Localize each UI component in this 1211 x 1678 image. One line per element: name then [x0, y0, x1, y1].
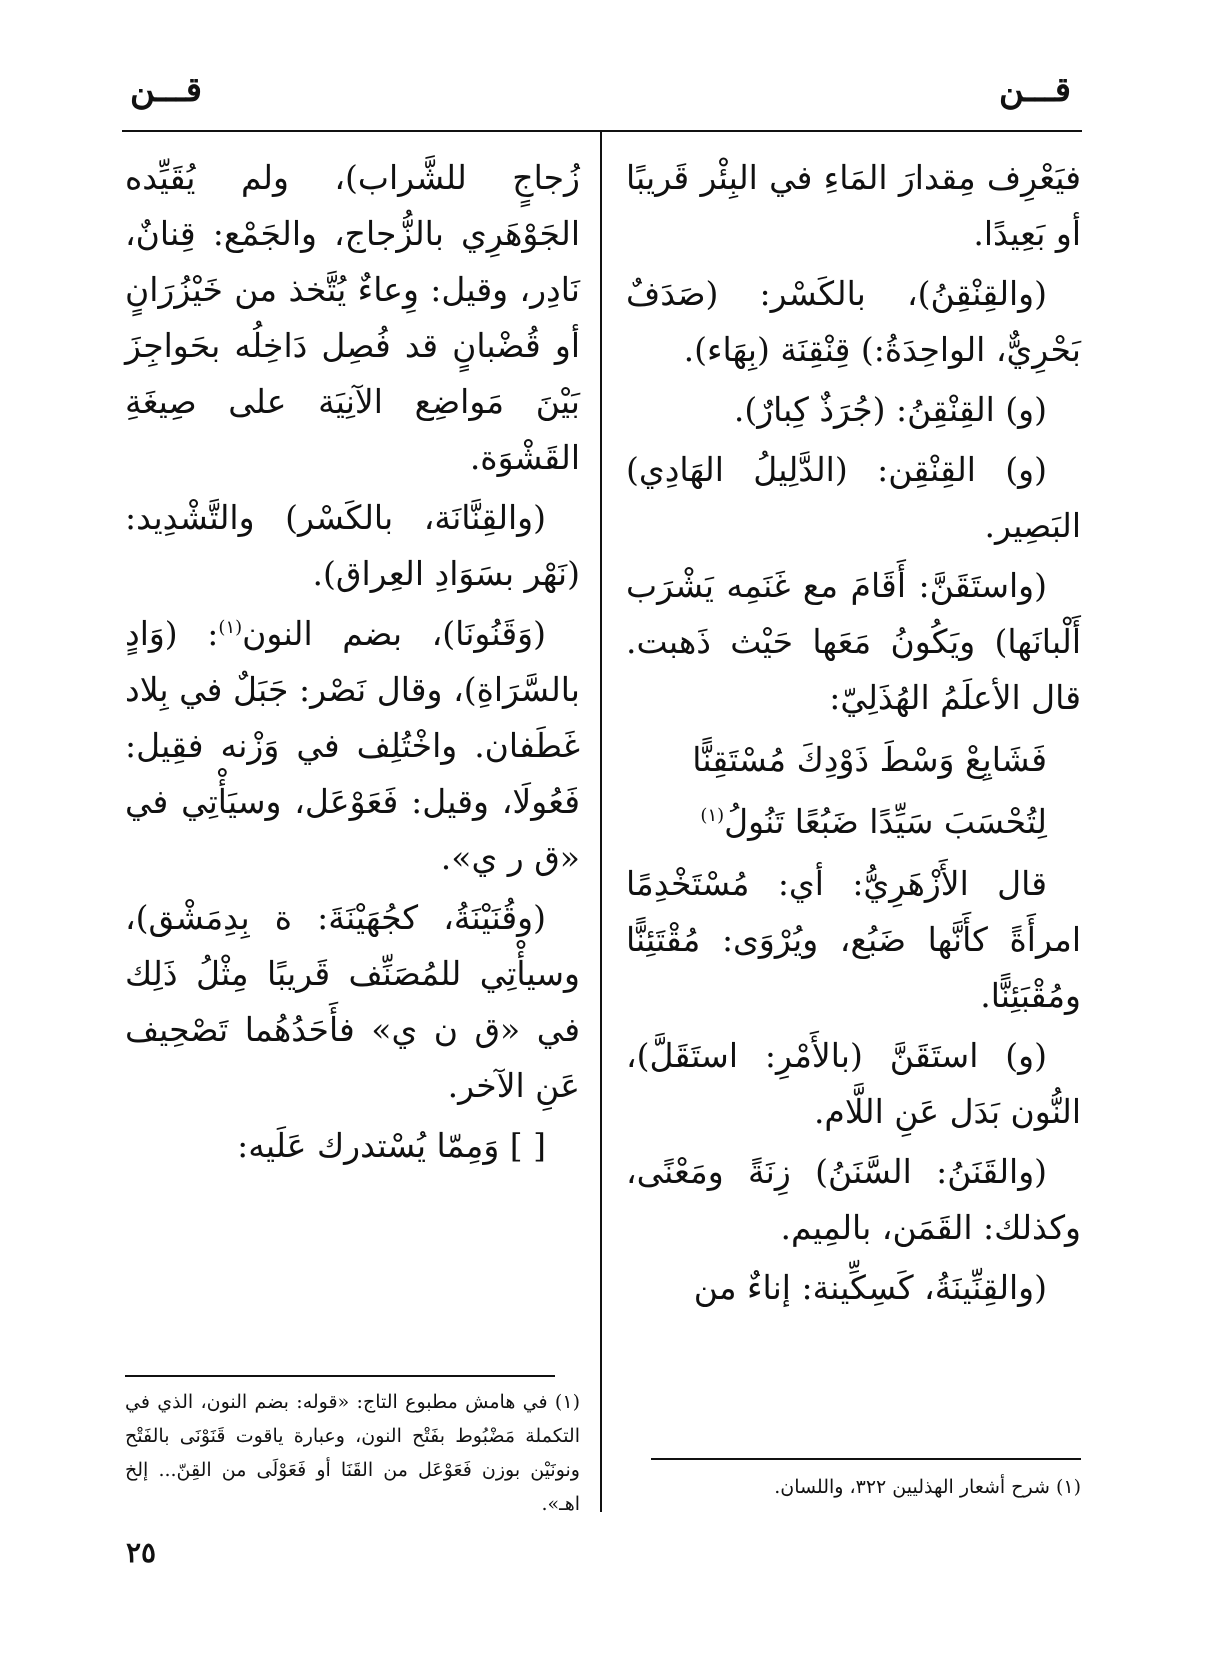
paragraph: (والقِنِّينَةُ، كَسِكِّينة: إناءٌ من — [693, 1268, 1047, 1307]
paragraph: فيَعْرِف مِقدارَ المَاءِ في البِئْر قَريبًا أو بَعِيدًا. — [626, 158, 1081, 253]
left-column — [125, 150, 580, 1178]
paragraph: (والقِنَّانَة، بالكَسْر) والتَّشْدِيد: (نَهْر بسَوَادِ العِراق). — [125, 498, 580, 593]
right-column — [626, 150, 1081, 1320]
paragraph — [125, 606, 580, 886]
poem-verse-second — [626, 794, 1081, 850]
paragraph: زُجاجٍ للشَّراب)، ولم يُقَيِّده الجَوْهَرِي بالزُّجاج، والجَمْع: قِنانٌ، نَادِر، وقيل: وِعاءٌ يُتَّخذ من خَيْزُرَانٍ أو قُضْبانٍ قد فُصِل دَاخِلُه بحَواجِزَ بَيْنَ مَواضِع الآنِيَة على صِيغَةِ القَشْوَة. — [125, 158, 580, 477]
footnote-rule-right — [651, 1458, 1081, 1460]
paragraph: [ ] وَمِمّا يُسْتدرك عَلَيه: — [237, 1126, 546, 1165]
footnote-left: (١) في هامش مطبوع التاج: «قوله: بضم النون، الذي في التكملة مَضْبُوط بفَتْح النون، وعبارة ياقوت قَنَوْنَى بالفَتْح ونونَيْن بوزن فَعَوْعَل من القَنَا أو فَعَوْلَى من القِنّ... إلخ اهـ». — [125, 1391, 580, 1515]
verse-text: لِتُحْسَبَ سَيِّدًا ضَبُعًا تَنُولُ — [724, 802, 1047, 841]
running-header-right: قـــن — [998, 70, 1071, 110]
running-header-left: قـــن — [130, 70, 203, 110]
paragraph: (و) استَقَنَّ (بالأَمْرِ: استَقَلَّ)، النُّون بَدَل عَنِ اللَّام. — [626, 1036, 1081, 1131]
paragraph: (والقَنَنُ: السَّنَنُ) زِنَةً ومَعْنًى، وكذلك: القَمَن، بالمِيم. — [626, 1152, 1081, 1247]
paragraph: (وقُنَيْنَةُ، كجُهَيْنَةَ: ة بِدِمَشْق)، وسيأْتِي للمُصَنِّف قَريبًا مِثْلُ ذَلِك في «ق ن ي» فأَحَدُهُما تَصْحِيف عَنِ الآخر. — [125, 898, 580, 1105]
paragraph: (والقِنْقِنُ)، بالكَسْر: (صَدَفٌ بَحْرِيٌّ، الواحِدَةُ:) قِنْقِنَة (بِهَاء). — [626, 274, 1081, 369]
paragraph-text: : (وَادٍ بالسَّرَاةِ)، وقال نَصْر: جَبَلٌ في بِلاد غَطَفان. واخْتُلِف في وَزْنه فقِيل: فَعُولَا، وقيل: فَعَوْعَل، وسيَأْتِي في «ق ر ي». — [125, 614, 580, 877]
page-number: ٢٥ — [126, 1536, 157, 1569]
paragraph: (واستَقَنَّ: أَقَامَ مع غَنَمِه يَشْرَب أَلْبانَها) ويَكُونُ مَعَها حَيْث ذَهبت. قال الأعلَمُ الهُذَلِيّ: — [626, 566, 1081, 717]
footnote-rule-left — [125, 1375, 555, 1377]
paragraph: قال الأَزْهَرِيُّ: أي: مُسْتَخْدِمًا امرأَةً كأَنَّها ضَبُع، ويُرْوَى: مُقْتَئِنًّا ومُقْبَئِنًّا. — [626, 864, 1081, 1015]
paragraph-text: (وَقَنُونَا)، بضم النون — [242, 614, 546, 653]
paragraph: (و) القِنْقِنُ: (جُرَذٌ كِبارٌ). — [733, 390, 1047, 429]
footnote-marker: (١) — [700, 805, 725, 826]
paragraph: (و) القِنْقِن: (الدَّلِيلُ الهَادِي) البَصِير. — [626, 450, 1081, 545]
footnote-marker: (١) — [218, 617, 243, 638]
column-divider — [600, 132, 602, 1512]
header-rule — [122, 130, 1082, 132]
poem-verse-first: فَشَايِعْ وَسْطَ ذَوْدِكَ مُسْتَقِنًّا — [692, 740, 1047, 779]
footnote-right: (١) شرح أشعار الهذليين ٣٢٢، واللسان. — [774, 1476, 1081, 1498]
